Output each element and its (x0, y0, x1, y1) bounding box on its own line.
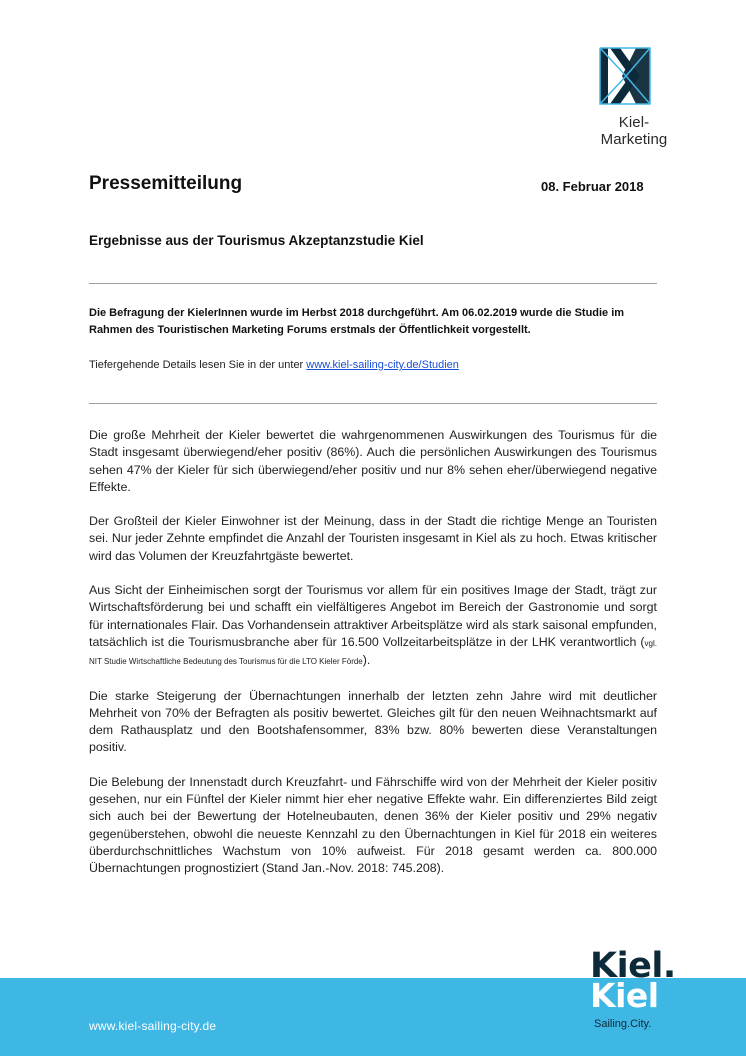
lead-paragraph: Die Befragung der KielerInnen wurde im Herbst 2018 durchgeführt. Am 06.02.2019 wurde die Studie im Rahmen des Touristischen Marketing Forums erstmals der Öffentlichkeit vorgestellt. (89, 307, 625, 336)
details-line (89, 359, 459, 371)
kiel-logo-word: Kiel. (590, 946, 676, 986)
divider-top (89, 283, 657, 284)
paragraph-3 (89, 582, 657, 670)
kiel-logo-word-mirrored: Kiel (590, 976, 659, 1015)
citation-close: ). (362, 653, 371, 668)
paragraph-2: Der Großteil der Kieler Einwohner ist der Meinung, dass in der Stadt die richtige Menge an Touristen sei. Nur jeder Zehnte empfindet die Anzahl der Touristen insgesamt in Kiel als zu hoch. Etwas kritischer wird das Volumen der Kreuzfahrtgäste bewertet. (89, 514, 657, 563)
studien-link[interactable]: www.kiel-sailing-city.de/Studien (306, 359, 459, 371)
citation: vgl. NIT Studie Wirtschaftliche Bedeutung des Tourismus für die LTO Kieler Förde (89, 638, 657, 667)
kiel-marketing-logo (588, 46, 678, 148)
brand-name: Kiel-Marketing (600, 114, 668, 148)
paragraph-1: Die große Mehrheit der Kieler bewertet die wahrgenommenen Auswirkungen des Tourismus für die Stadt insgesamt überwiegend/eher positiv (86%). Auch die persönlichen Auswirkungen des Tourismus sehen 47% der Kieler für sich überwiegend/eher positiv und nur 8% sehen eher/überwiegend negative Effekte. (89, 428, 657, 494)
page-title: Pressemitteilung (89, 173, 243, 194)
kiel-logo-claim: Sailing.City. (594, 1018, 652, 1030)
divider-bottom (89, 403, 657, 404)
details-text: Tiefergehende Details lesen Sie in der unter (89, 359, 307, 371)
paragraph-5: Die Belebung der Innenstadt durch Kreuzfahrt- und Fährschiffe wird von der Mehrheit der Kieler positiv gesehen, nur ein Fünftel der Kieler nimmt hier eher negative Effekte wahr. Ein differenziertes Bild zeigt sich auch bei der Bewertung der Hotelneubauten, denen 36% der Kieler positiv und 29% negativ gegenüberstehen, obwohl die neueste Kennzahl zu den Übernachtungen in Kiel für 2018 ein weiteres überdurchschnittliches Wachstum von 10% aufweist. Für 2018 gesamt werden ca. 800.000 Übernachtungen prognostiziert (Stand Jan.-Nov. 2018: 745.208). (89, 774, 657, 876)
footer-url[interactable]: www.kiel-sailing-city.de (89, 1019, 217, 1033)
k-logo-icon (596, 46, 668, 108)
paragraph-3-text: Aus Sicht der Einheimischen sorgt der Tourismus vor allem für ein positives Image der Stadt, trägt zur Wirtschaftsförderung bei und schafft ein vielfältigeres Angebot im Bereich der Gastronomie und sorgt für internationales Flair. Das Vorhandensein attraktiver Arbeitsplätze wird als stark saisonal empfunden, tatsächlich ist die Tourismusbranche aber für 16.500 Vollzeitarbeitsplätze in der LHK verantwortlich ( (89, 583, 657, 649)
release-date: 08. Februar 2018 (541, 179, 644, 194)
kiel-sailing-city-logo (590, 946, 676, 1036)
paragraph-4: Die starke Steigerung der Übernachtungen innerhalb der letzten zehn Jahre wird mit deutlicher Mehrheit von 70% der Befragten als positiv bewertet. Gleiches gilt für den neuen Weihnachtsmarkt auf dem Rathausplatz und den Bootshafensommer, 83% bzw. 80% bewerten diese Veranstaltungen positiv. (89, 688, 657, 755)
subtitle: Ergebnisse aus der Tourismus Akzeptanzstudie Kiel (89, 233, 424, 248)
body-text (89, 427, 657, 895)
